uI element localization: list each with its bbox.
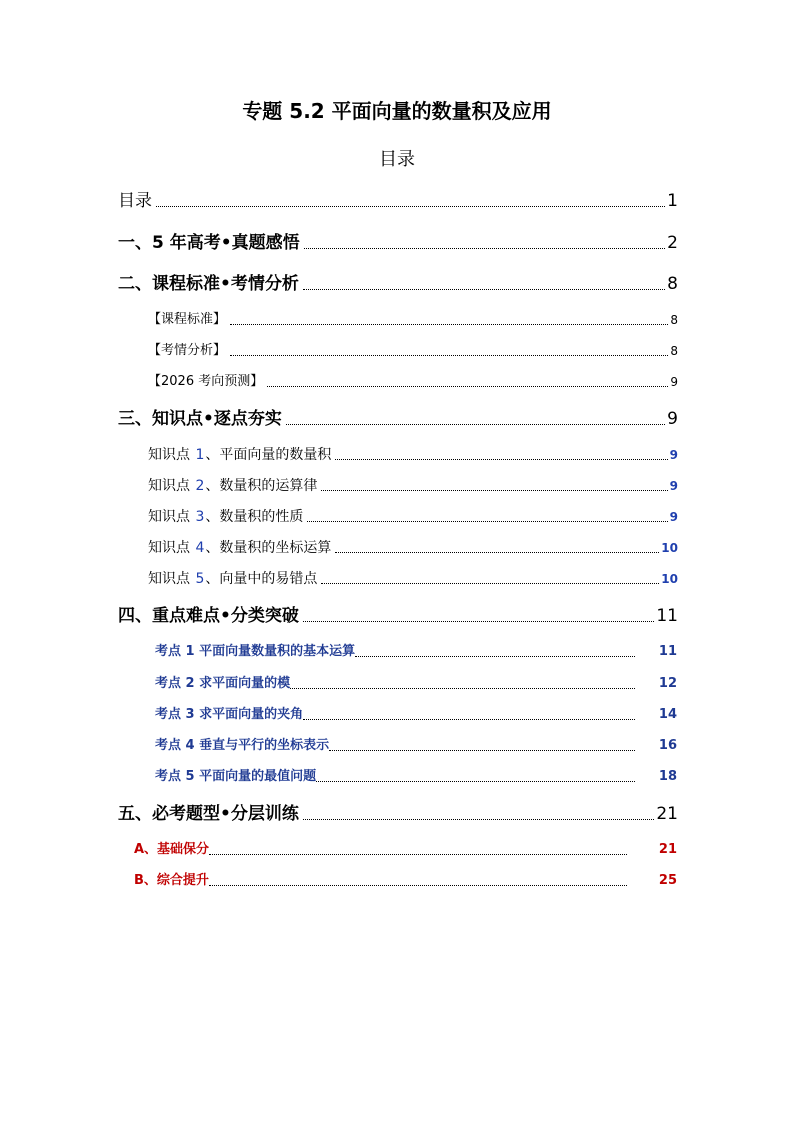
dot-leader (303, 289, 665, 290)
toc-entry-label: 考点 1 平面向量数量积的基本运算 (155, 644, 356, 659)
dot-leader (335, 459, 667, 460)
toc-entry-label: 四、重点难点•分类突破 (118, 606, 299, 626)
kp-prefix: 知识点 (148, 571, 190, 587)
toc-section-2[interactable] (118, 273, 678, 295)
kp-number: 5 (195, 571, 205, 587)
toc-knowledge-point-5[interactable] (148, 569, 678, 589)
toc-level-a[interactable] (134, 841, 677, 859)
toc-exam-point-2[interactable] (155, 675, 677, 693)
toc-entry-label: 【课程标准】 (148, 312, 227, 327)
kp-text: 、数量积的坐标运算 (205, 540, 332, 556)
toc-page-number: 25 (658, 873, 677, 888)
toc-entry-label: 考点 3 求平面向量的夹角 (155, 707, 304, 722)
toc-entry-label (148, 476, 317, 496)
toc-entry-label: 一、5 年高考•真题感悟 (118, 233, 300, 253)
toc-entry-label: 五、必考题型•分层训练 (118, 804, 299, 824)
dot-leader (335, 552, 659, 553)
toc-page-number: 14 (658, 707, 677, 722)
toc-entry-label: B、综合提升 (134, 873, 209, 888)
toc-section-1[interactable] (118, 232, 678, 254)
kp-text: 、数量积的运算律 (205, 478, 318, 494)
dot-leader (329, 750, 635, 751)
toc-section-5[interactable] (118, 803, 678, 825)
toc-level-b[interactable] (134, 872, 677, 890)
toc-page-number: 8 (670, 313, 678, 327)
toc-entry-label: 考点 2 求平面向量的模 (155, 676, 291, 691)
dot-leader (316, 781, 635, 782)
dot-leader (286, 424, 665, 425)
toc-item-forecast[interactable] (148, 373, 678, 391)
toc-knowledge-point-4[interactable] (148, 538, 678, 558)
toc-page-number: 16 (658, 738, 677, 753)
toc-knowledge-point-1[interactable] (148, 445, 678, 465)
toc-heading: 目录 (379, 149, 415, 170)
dot-leader (209, 854, 627, 855)
toc-entry-label: 【2026 考向预测】 (148, 374, 264, 389)
kp-text: 、数量积的性质 (205, 509, 304, 525)
toc-entry-label: 考点 5 平面向量的最值问题 (155, 769, 317, 784)
dot-leader (303, 621, 654, 622)
toc-entry-label (148, 445, 331, 465)
toc-entry-label: 三、知识点•逐点夯实 (118, 409, 282, 429)
dot-leader (307, 521, 667, 522)
toc-page-number: 9 (669, 510, 678, 524)
dot-leader (303, 819, 654, 820)
dot-leader (156, 206, 665, 207)
kp-number: 3 (195, 509, 205, 525)
dot-leader (230, 355, 668, 356)
dot-leader (321, 583, 659, 584)
kp-prefix: 知识点 (148, 540, 190, 556)
kp-prefix: 知识点 (148, 447, 190, 463)
toc-page-number: 8 (667, 274, 678, 294)
toc-section-4[interactable] (118, 605, 678, 627)
toc-page-number: 1 (667, 191, 678, 211)
toc-section-3[interactable] (118, 408, 678, 430)
kp-text: 、平面向量的数量积 (205, 447, 332, 463)
toc-page-number: 9 (670, 375, 678, 389)
document-title: 专题 5.2 平面向量的数量积及应用 (242, 99, 552, 123)
toc-page-number: 2 (667, 233, 678, 253)
dot-leader (321, 490, 667, 491)
toc-exam-point-3[interactable] (155, 706, 677, 724)
toc-page-number: 9 (667, 409, 678, 429)
toc-exam-point-4[interactable] (155, 737, 677, 755)
dot-leader (290, 688, 635, 689)
toc-page-number: 9 (669, 448, 678, 462)
dot-leader (209, 885, 627, 886)
toc-page-number: 10 (661, 541, 678, 555)
toc-page-number: 21 (658, 842, 677, 857)
toc-knowledge-point-2[interactable] (148, 476, 678, 496)
toc-page-number: 10 (661, 572, 678, 586)
toc-item-curriculum[interactable] (148, 311, 678, 329)
toc-entry-label: 【考情分析】 (148, 343, 227, 358)
kp-number: 1 (195, 447, 205, 463)
dot-leader (267, 386, 668, 387)
toc-entry-label: A、基础保分 (134, 842, 210, 857)
kp-number: 2 (195, 478, 205, 494)
toc-entry-label: 目录 (118, 191, 152, 211)
dot-leader (230, 324, 668, 325)
toc-entry-label (148, 538, 331, 558)
kp-text: 、向量中的易错点 (205, 571, 318, 587)
dot-leader (355, 656, 635, 657)
toc-page-number: 8 (670, 344, 678, 358)
toc-exam-point-5[interactable] (155, 768, 677, 786)
toc-page-number: 11 (656, 606, 678, 626)
toc-page-number: 21 (656, 804, 678, 824)
toc-exam-point-1[interactable] (155, 643, 677, 661)
toc-page-number: 12 (658, 676, 677, 691)
toc-page-number: 11 (658, 644, 677, 659)
toc-entry-label (148, 569, 317, 589)
toc-page-number: 18 (658, 769, 677, 784)
toc-item-exam-analysis[interactable] (148, 342, 678, 360)
toc-entry-mulu[interactable] (118, 190, 678, 212)
kp-prefix: 知识点 (148, 509, 190, 525)
kp-number: 4 (195, 540, 205, 556)
toc-entry-label: 二、课程标准•考情分析 (118, 274, 299, 294)
toc-page-number: 9 (669, 479, 678, 493)
toc-knowledge-point-3[interactable] (148, 507, 678, 527)
dot-leader (303, 719, 635, 720)
toc-entry-label: 考点 4 垂直与平行的坐标表示 (155, 738, 330, 753)
dot-leader (304, 248, 666, 249)
kp-prefix: 知识点 (148, 478, 190, 494)
toc-entry-label (148, 507, 303, 527)
